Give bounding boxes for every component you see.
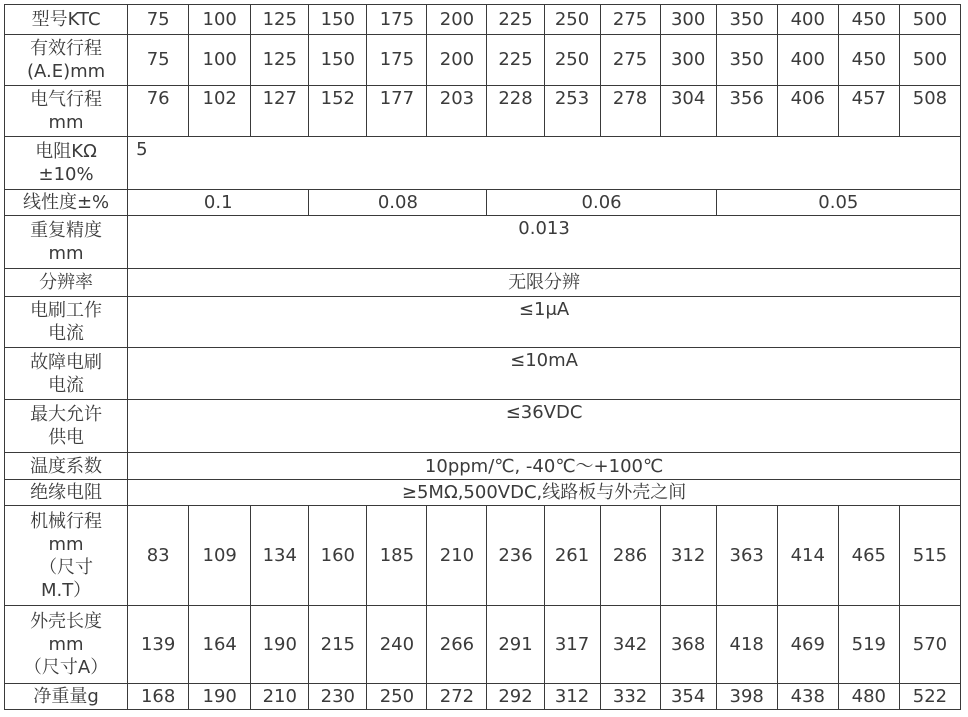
table-cell: 354 [660,684,716,710]
table-cell: 100 [189,34,251,85]
row-label: 绝缘电阻 [5,480,128,506]
table-cell: 236 [487,506,544,606]
table-cell: 500 [899,5,960,35]
table-cell: 150 [309,5,367,35]
table-cell: 无限分辨 [128,269,961,297]
table-cell: 300 [660,34,716,85]
table-cell: 150 [309,34,367,85]
table-cell: 418 [716,606,777,684]
table-cell: 100 [189,5,251,35]
table-cell: 457 [838,85,899,136]
table-cell: 225 [487,34,544,85]
table-cell: 185 [367,506,427,606]
table-cell: 83 [128,506,189,606]
table-cell: 266 [427,606,487,684]
table-cell: 76 [128,85,189,136]
table-cell: 177 [367,85,427,136]
table-cell: 515 [899,506,960,606]
row-label: 温度系数 [5,452,128,480]
table-cell: 109 [189,506,251,606]
table-cell: 203 [427,85,487,136]
table-cell: 350 [716,5,777,35]
table-cell: 0.08 [309,190,487,216]
table-cell: 317 [544,606,600,684]
table-cell: 261 [544,506,600,606]
table-cell: 164 [189,606,251,684]
table-cell: 508 [899,85,960,136]
row-label: 净重量g [5,684,128,710]
table-cell: 406 [777,85,838,136]
table-cell: 500 [899,34,960,85]
table-cell: 250 [367,684,427,710]
table-cell: 102 [189,85,251,136]
table-cell: 0.1 [128,190,309,216]
table-cell: 168 [128,684,189,710]
table-row [5,348,961,400]
table-cell: 300 [660,5,716,35]
row-label: 型号KTC [5,5,128,35]
table-cell: 10ppm/℃, -40℃～+100℃ [128,452,961,480]
table-cell: 398 [716,684,777,710]
table-cell: 480 [838,684,899,710]
table-cell: 210 [427,506,487,606]
table-cell: 278 [600,85,660,136]
table-cell: 190 [251,606,309,684]
row-label: 最大允许 供电 [5,400,128,452]
table-cell: 75 [128,5,189,35]
table-cell: 275 [600,34,660,85]
table-cell: 304 [660,85,716,136]
table-row [5,506,961,606]
table-row [5,34,961,85]
row-label: 故障电刷 电流 [5,348,128,400]
row-label: 线性度±% [5,190,128,216]
table-cell: 570 [899,606,960,684]
table-cell: 210 [251,684,309,710]
table-row [5,400,961,452]
table-cell: 0.06 [487,190,716,216]
table-cell: 75 [128,34,189,85]
row-label: 分辨率 [5,269,128,297]
row-label: 重复精度 mm [5,216,128,269]
table-cell: 228 [487,85,544,136]
table-cell: 250 [544,34,600,85]
table-cell: 127 [251,85,309,136]
table-cell: 125 [251,5,309,35]
row-label: 外壳长度 mm （尺寸A） [5,606,128,684]
table-cell: 160 [309,506,367,606]
table-cell: 312 [660,506,716,606]
table-cell: 291 [487,606,544,684]
table-cell: 225 [487,5,544,35]
table-cell: 272 [427,684,487,710]
table-cell: 0.05 [716,190,960,216]
table-cell: 275 [600,5,660,35]
table-cell: 200 [427,34,487,85]
table-cell: 519 [838,606,899,684]
table-cell: 286 [600,506,660,606]
table-row [5,190,961,216]
table-cell: 400 [777,5,838,35]
row-label: 电刷工作 电流 [5,297,128,348]
table-cell: 332 [600,684,660,710]
table-cell: 134 [251,506,309,606]
table-cell: 363 [716,506,777,606]
table-cell: 200 [427,5,487,35]
table-cell: 175 [367,5,427,35]
table-row [5,5,961,35]
row-label: 有效行程 (A.E)mm [5,34,128,85]
table-cell: 356 [716,85,777,136]
table-cell: 190 [189,684,251,710]
table-cell: 465 [838,506,899,606]
table-cell: ≤10mA [128,348,961,400]
table-cell: 152 [309,85,367,136]
table-row [5,137,961,190]
table-cell: 139 [128,606,189,684]
table-cell: 175 [367,34,427,85]
table-cell: 253 [544,85,600,136]
table-cell: 312 [544,684,600,710]
table-cell: 125 [251,34,309,85]
table-cell: 240 [367,606,427,684]
table-cell: 350 [716,34,777,85]
table-cell: 368 [660,606,716,684]
table-row [5,85,961,136]
spec-table [4,4,961,710]
table-cell: 469 [777,606,838,684]
table-row [5,269,961,297]
table-cell: 522 [899,684,960,710]
table-row [5,606,961,684]
table-cell: 438 [777,684,838,710]
row-label: 电气行程 mm [5,85,128,136]
table-cell: 342 [600,606,660,684]
table-cell: 414 [777,506,838,606]
table-cell: 5 [128,137,961,190]
table-row [5,297,961,348]
table-cell: ≤36VDC [128,400,961,452]
table-row [5,684,961,710]
table-row [5,216,961,269]
table-cell: 250 [544,5,600,35]
row-label: 机械行程 mm （尺寸 M.T） [5,506,128,606]
table-cell: 215 [309,606,367,684]
table-cell: 450 [838,5,899,35]
table-cell: 292 [487,684,544,710]
table-cell: 450 [838,34,899,85]
table-cell: ≥5MΩ,500VDC,线路板与外壳之间 [128,480,961,506]
table-row [5,452,961,480]
table-cell: 400 [777,34,838,85]
table-row [5,480,961,506]
table-cell: ≤1μA [128,297,961,348]
table-cell: 230 [309,684,367,710]
row-label: 电阻KΩ ±10% [5,137,128,190]
table-cell: 0.013 [128,216,961,269]
